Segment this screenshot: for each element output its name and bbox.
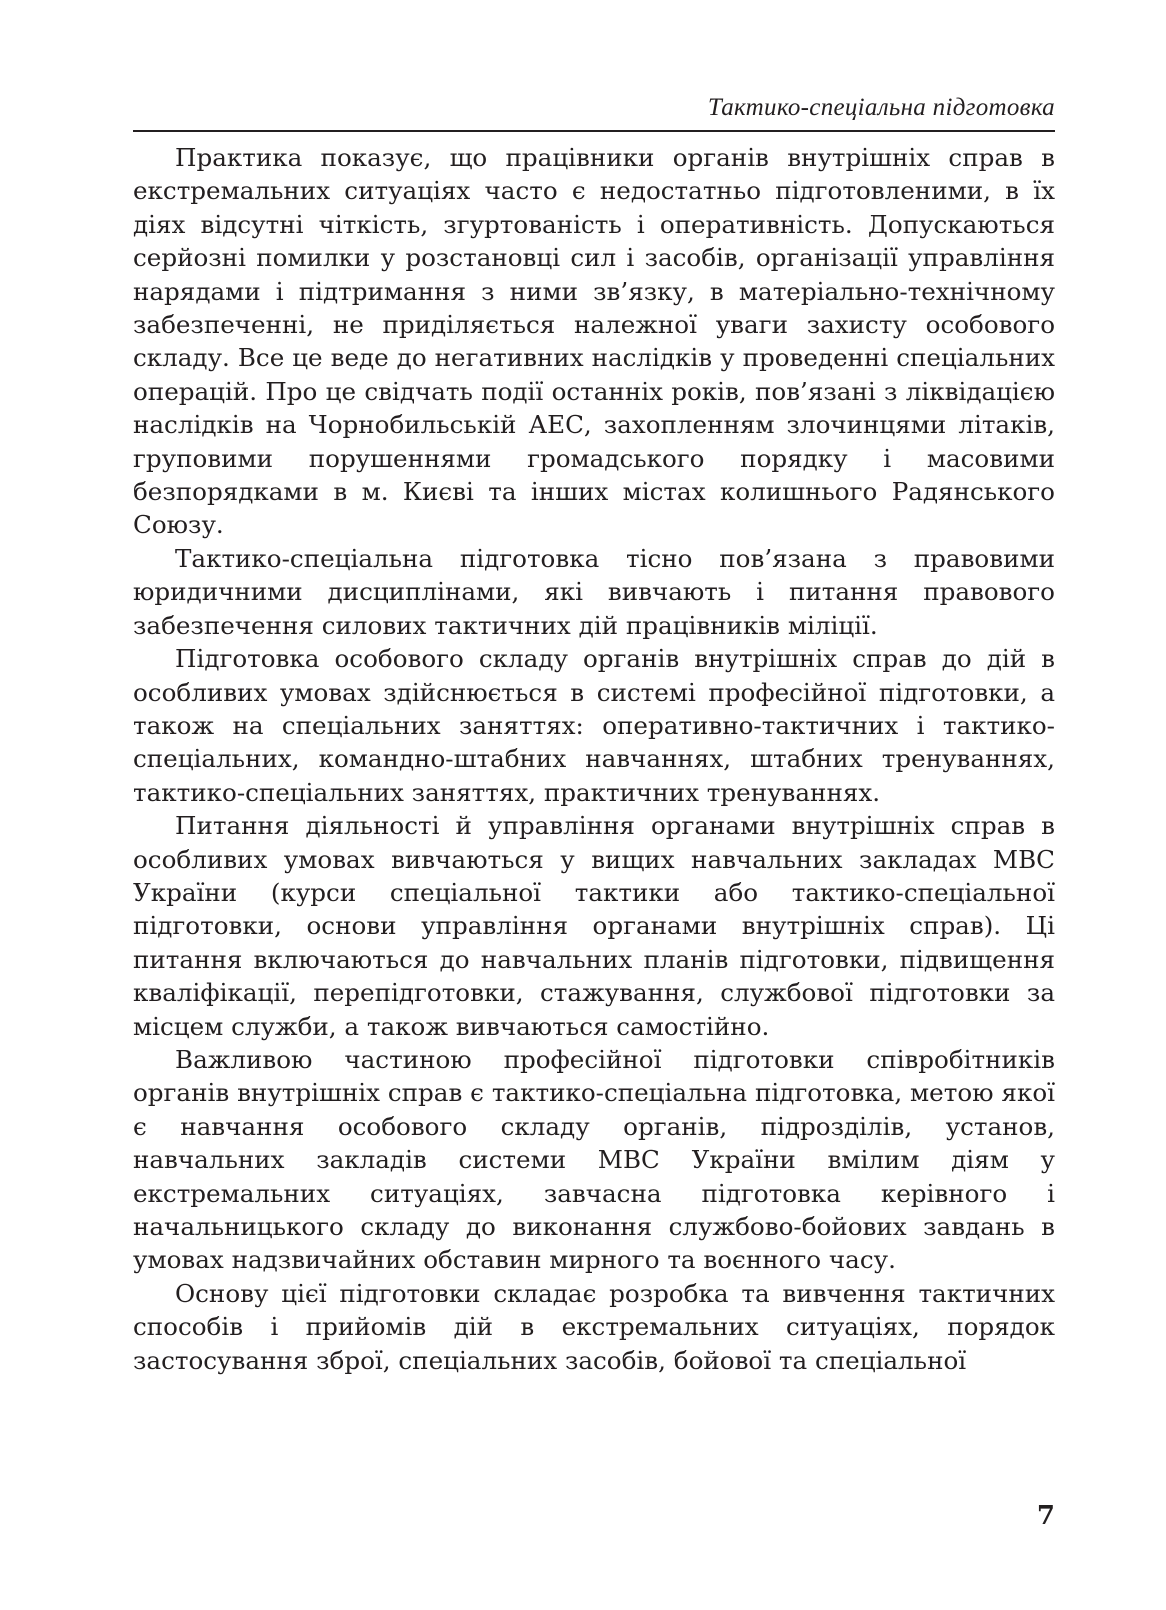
paragraph: Важливою частиною професійної підготовки співробітників органів внутрішніх справ є тактико-спеціальна підготовка, метою якої є навчання особового складу органів, підрозділів, установ, навчальних закладів системи МВС України вмілим діям у екстремальних ситуаціях, завчасна підготовка керівного і начальницького складу до виконання службово-бойових завдань в умовах надзвичайних обставин мирного та воєнного часу. [133, 1044, 1055, 1275]
page-number: 7 [1036, 1501, 1055, 1531]
running-header [133, 92, 1055, 124]
body-text [133, 141, 1055, 1377]
paragraph: Основу цієї підготовки складає розробка та вивчення тактичних способів і прийомів дій в екстремальних ситуаціях, порядок застосування зброї, спеціальних засобів, бойової та спеціальної [133, 1278, 1055, 1375]
paragraph: Практика показує, що працівники органів внутрішніх справ в екстремальних ситуаціях часто є недостатньо підготовленими, в їх діях відсутні чіткість, згуртованість і оперативність. Допускаються серйозні помилки у розстановці сил і засобів, організації управління нарядами і підтримання з ними зв’язку, в матеріально-технічному забезпеченні, не приділяється належної уваги захисту особового складу. Все це веде до негативних наслідків у проведенні спеціальних операцій. Про це свідчать події останніх років, пов’язані з ліквідацією наслідків на Чорнобильській АЕС, захопленням злочинцями літаків, груповими порушеннями громадського порядку і масовими безпорядками в м. Києві та інших містах колишнього Радянського Союзу. [133, 143, 1055, 540]
paragraph: Питання діяльності й управління органами внутрішніх справ в особливих умовах вивчаються у вищих навчальних закладах МВС України (курси спеціальної тактики або тактико-спеціальної підготовки, основи управління органами внутрішніх справ). Ці питання включаються до навчальних планів підготовки, підвищення кваліфікації, перепідготовки, стажування, службової підготовки за місцем служби, а також вивчаються самостійно. [133, 811, 1055, 1041]
running-title: Тактико-спеціальна підготовка [707, 94, 1055, 121]
paragraph: Підготовка особового складу органів внутрішніх справ до дій в особливих умовах здійснюється в системі професійної підготовки, а також на спеціальних заняттях: оперативно-тактичних і тактико-спеціальних, командно-штабних навчаннях, штабних тренуваннях, тактико-спеціальних заняттях, практичних тренуваннях. [133, 644, 1055, 807]
paragraph: Тактико-спеціальна підготовка тісно пов’язана з правовими юридичними дисциплінами, які вивчають і питання правового забезпечення силових тактичних дій працівників міліції. [133, 543, 1055, 640]
header-divider [133, 130, 1055, 132]
